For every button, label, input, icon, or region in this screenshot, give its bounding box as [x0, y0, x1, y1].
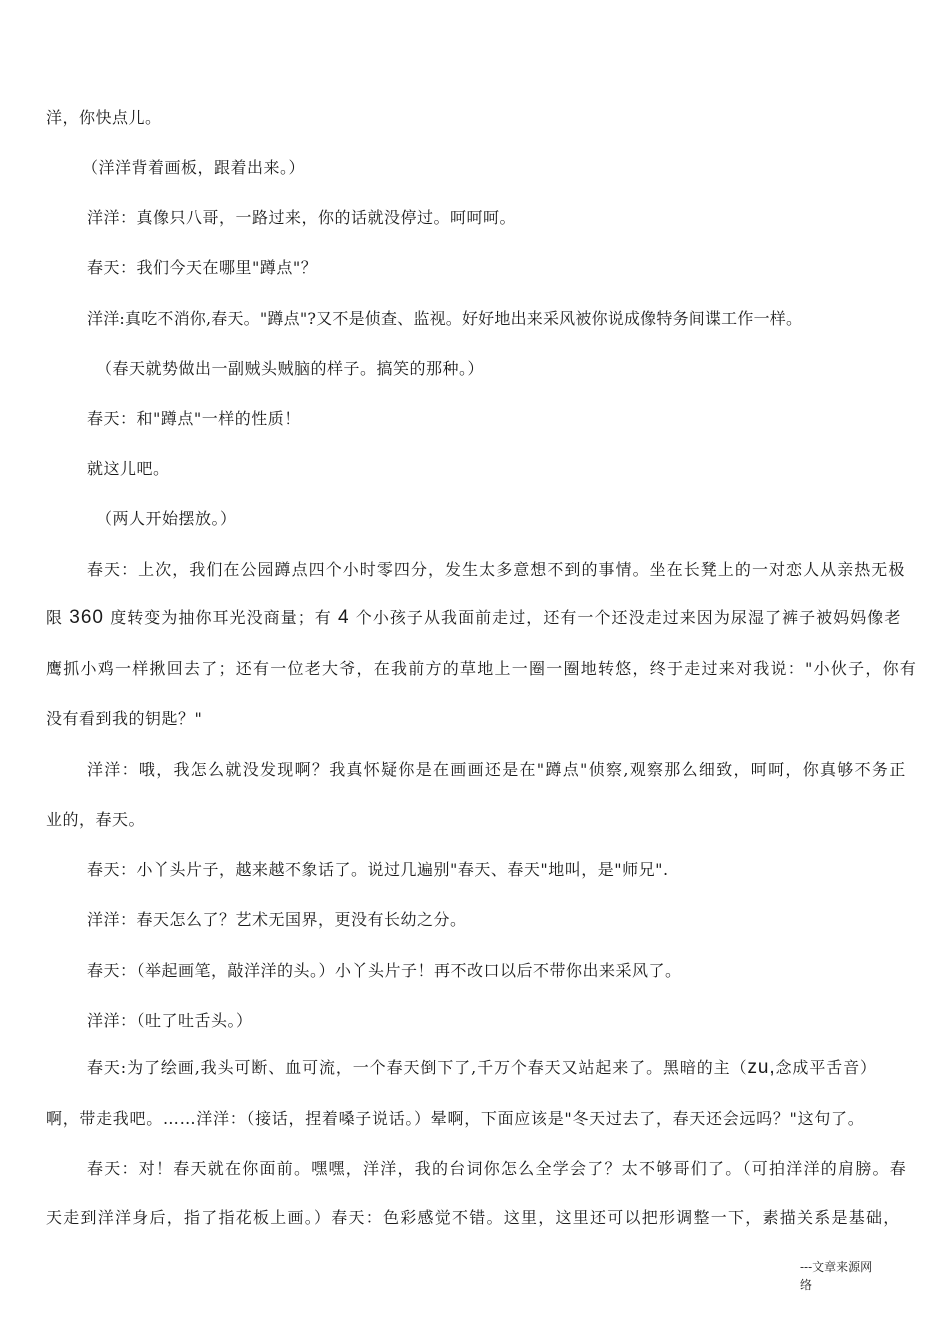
- footnote-line: ---文章来源网: [800, 1260, 873, 1274]
- dialogue-line: 春天：对！春天就在你面前。嘿嘿，洋洋，我的台词你怎么全学会了？太不够哥们了。（可拍洋洋的肩膀。春: [87, 1159, 908, 1178]
- dialogue-line: 洋洋:真吃不消你,春天。"蹲点"?又不是侦查、监视。好好地出来采风被你说成像特务间谍工作一样。: [87, 309, 803, 328]
- stage-direction: （洋洋背着画板，跟着出来。）: [82, 158, 306, 177]
- dialogue-line: 洋洋：（吐了吐舌头。）: [87, 1011, 253, 1030]
- dialogue-line: 洋洋：春天怎么了？艺术无国界，更没有长幼之分。: [87, 910, 467, 929]
- dialogue-line: 春天：（举起画笔，敲洋洋的头。）小丫头片子！再不改口以后不带你出来采风了。: [87, 961, 682, 980]
- dialogue-line: 业的，春天。: [46, 810, 146, 829]
- dialogue-line: 春天：和"蹲点"一样的性质！: [87, 409, 301, 428]
- stage-direction: （春天就势做出一副贼头贼脑的样子。搞笑的那种。）: [96, 359, 485, 378]
- dialogue-line: 鹰抓小鸡一样揪回去了；还有一位老大爷，在我前方的草地上一圈一圈地转悠，终于走过来对我说："小伙子，你有: [46, 659, 918, 678]
- dialogue-line: 洋洋：真像只八哥，一路过来，你的话就没停过。呵呵呵。: [87, 208, 517, 227]
- source-footnote: [800, 1258, 910, 1294]
- dialogue-line: 没有看到我的钥匙？": [46, 709, 203, 728]
- dialogue-line: 天走到洋洋身后，指了指花板上画。）春天：色彩感觉不错。这里，这里还可以把形调整一下，素描关系是基础，: [46, 1208, 901, 1227]
- dialogue-line: 洋洋：哦，我怎么就没发现啊？我真怀疑你是在画画还是在"蹲点"侦察,观察那么细致，呵呵，你真够不务正: [87, 760, 907, 779]
- dialogue-line: 春天:为了绘画,我头可断、血可流，一个春天倒下了,千万个春天又站起来了。黑暗的主（zu,念成平舌音）: [87, 1057, 877, 1078]
- dialogue-line: 啊，带走我吧。……洋洋：（接话，捏着嗓子说话。）晕啊，下面应该是"冬天过去了，春天还会远吗？"这句了。: [46, 1109, 865, 1128]
- text-line: 洋，你快点儿。: [46, 108, 162, 127]
- dialogue-line: 限 360 度转变为抽你耳光没商量；有 4 个小孩子从我面前走过，还有一个还没走过来因为尿湿了裤子被妈妈像老: [46, 607, 902, 628]
- footnote-line: 络: [800, 1278, 813, 1292]
- stage-direction: （两人开始摆放。）: [96, 509, 237, 528]
- dialogue-line: 春天：小丫头片子，越来越不象话了。说过几遍别"春天、春天"地叫，是"师兄".: [87, 860, 669, 879]
- dialogue-line: 春天：我们今天在哪里"蹲点"？: [87, 258, 318, 277]
- dialogue-line: 春天：上次，我们在公园蹲点四个小时零四分，发生太多意想不到的事情。坐在长凳上的一对恋人从亲热无极: [87, 560, 906, 579]
- text-line: 就这儿吧。: [87, 459, 170, 478]
